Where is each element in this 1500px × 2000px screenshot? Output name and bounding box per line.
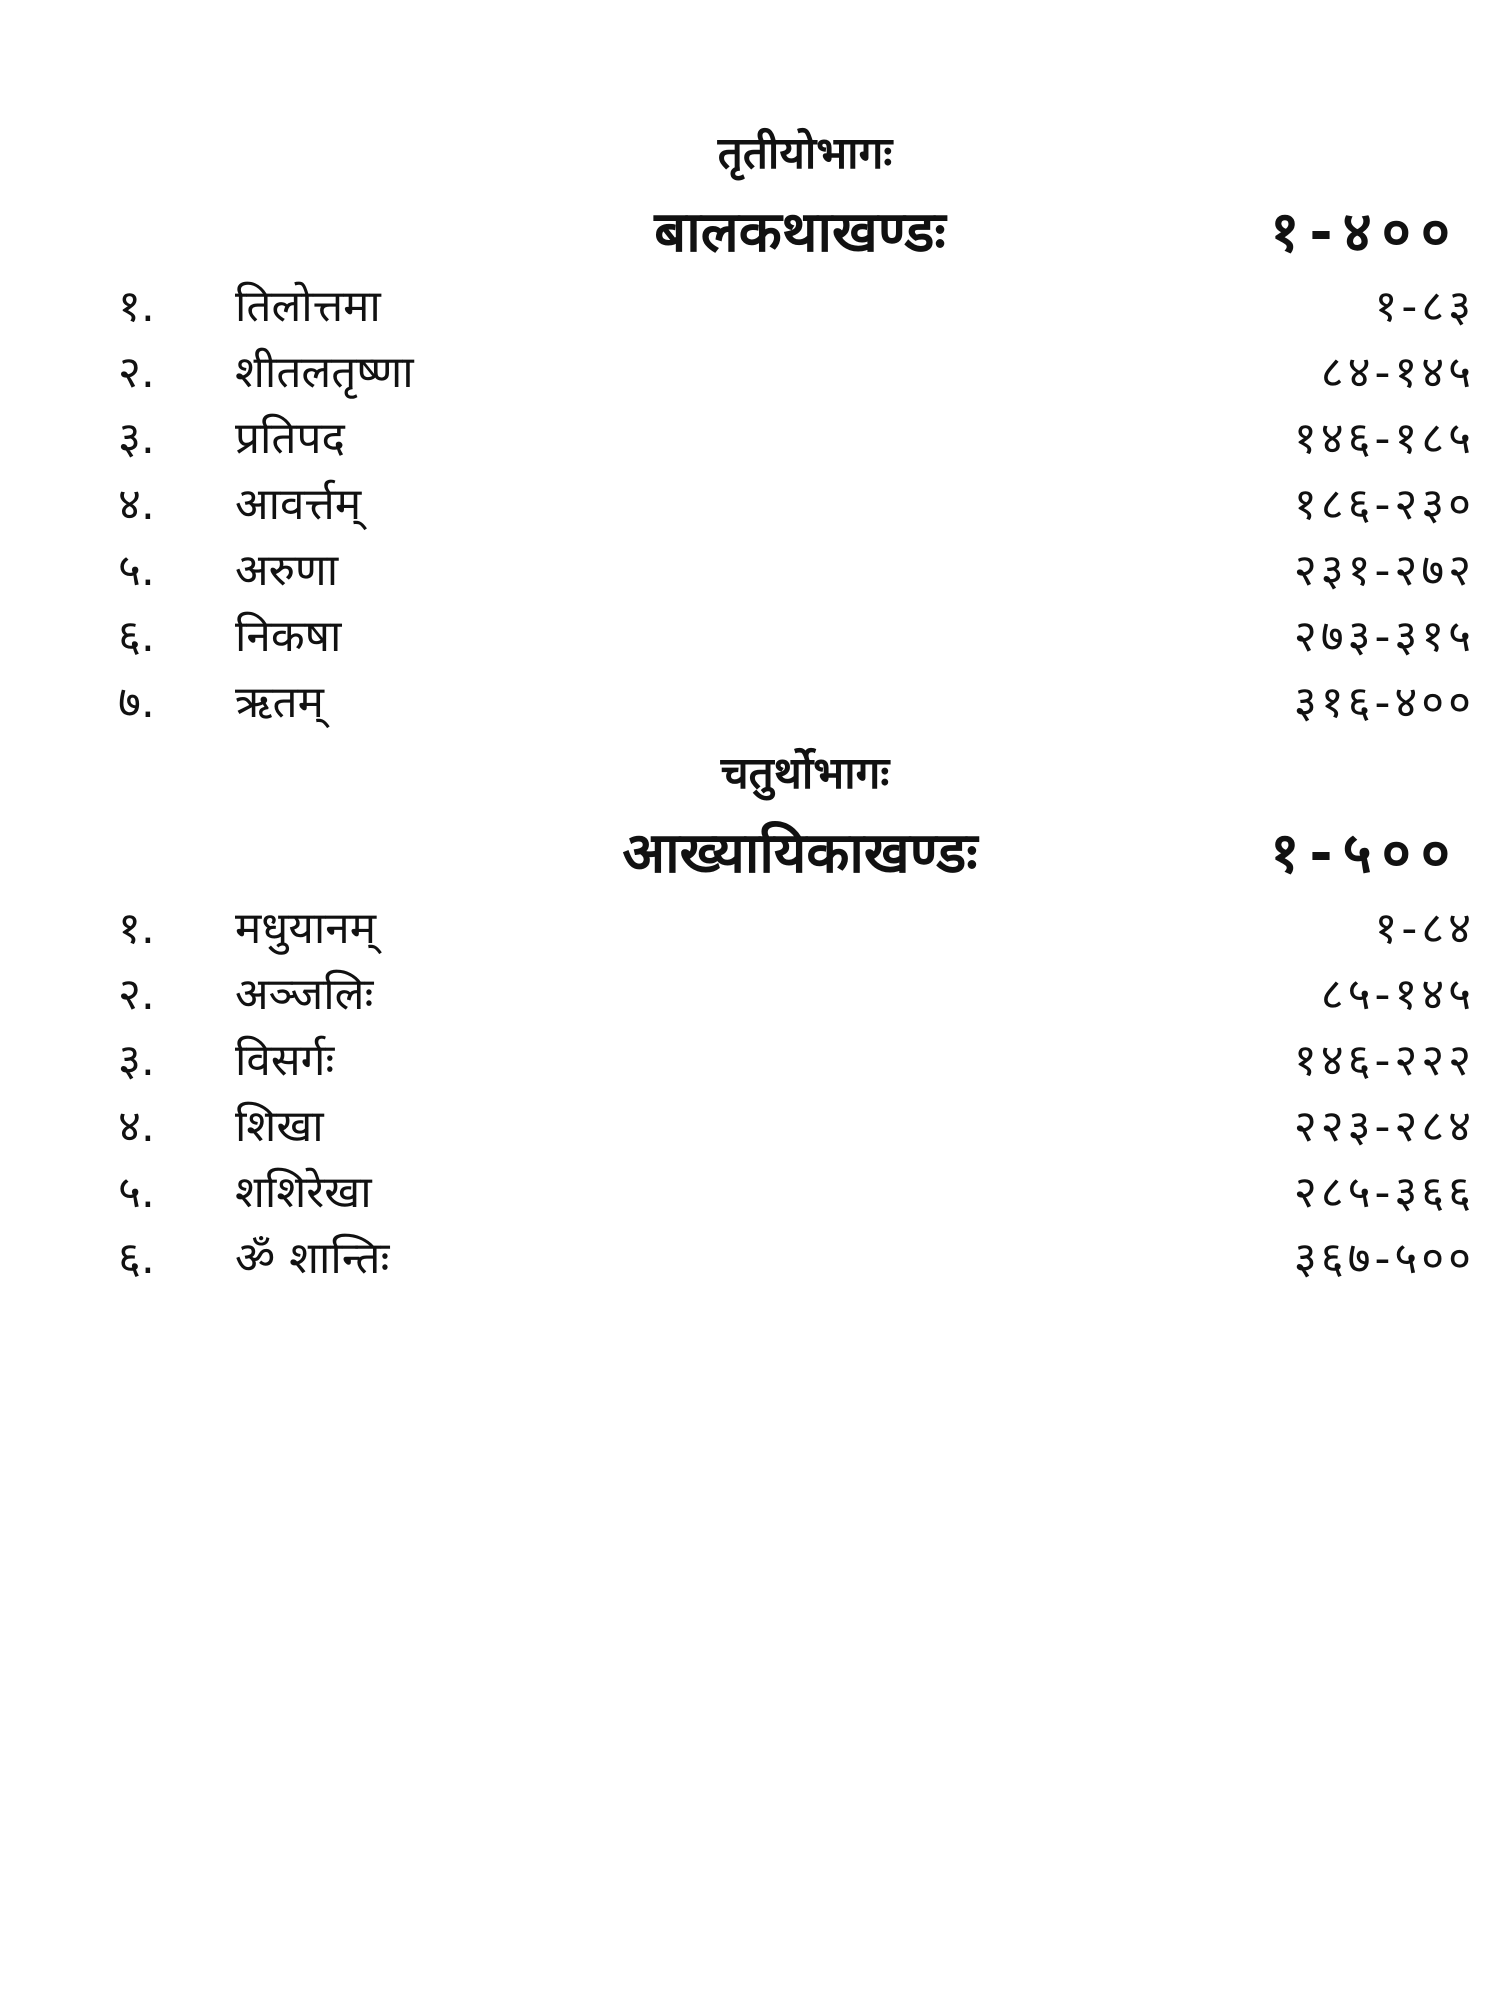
section-heading-row xyxy=(0,200,1460,275)
section-title: आख्यायिकाखण्डः xyxy=(622,821,978,886)
entry-number: ४. xyxy=(118,479,155,530)
section-heading-row xyxy=(0,821,1460,896)
toc-entry xyxy=(0,611,1475,671)
part-title: तृतीयोभागः xyxy=(717,128,893,179)
entry-page-range: १-८४ xyxy=(1374,903,1475,954)
entry-title: निकषा xyxy=(235,611,342,662)
toc-entry xyxy=(0,1233,1475,1293)
entry-page-range: २८५-३६६ xyxy=(1293,1167,1475,1218)
toc-entry xyxy=(0,903,1475,963)
entry-title: मधुयानम् xyxy=(235,903,377,954)
entry-number: ५. xyxy=(118,1167,155,1218)
entry-page-range: १४६-१८५ xyxy=(1293,413,1475,464)
section-title: बालकथाखण्डः xyxy=(654,200,946,265)
section-page-range: १-५०० xyxy=(1270,821,1460,886)
entry-page-range: २३१-२७२ xyxy=(1293,545,1475,596)
toc-entry xyxy=(0,969,1475,1029)
toc-entry xyxy=(0,281,1475,341)
entry-title: शशिरेखा xyxy=(235,1167,372,1218)
toc-entry xyxy=(0,545,1475,605)
entry-title: ॐ शान्तिः xyxy=(235,1233,390,1284)
toc-entry xyxy=(0,677,1475,737)
entry-number: ७. xyxy=(118,677,155,728)
toc-entry xyxy=(0,347,1475,407)
entry-number: ६. xyxy=(118,611,155,662)
toc-entry xyxy=(0,1035,1475,1095)
toc-entry xyxy=(0,1101,1475,1161)
entry-page-range: १-८३ xyxy=(1374,281,1475,332)
entry-page-range: २२३-२८४ xyxy=(1293,1101,1475,1152)
toc-entry xyxy=(0,413,1475,473)
entry-page-range: १८६-२३० xyxy=(1293,479,1475,530)
entry-number: ६. xyxy=(118,1233,155,1284)
entry-title: अञ्जलिः xyxy=(235,969,374,1020)
entry-number: ५. xyxy=(118,545,155,596)
entry-page-range: २७३-३१५ xyxy=(1293,611,1475,662)
entry-number: १. xyxy=(118,281,155,332)
entry-number: ३. xyxy=(118,413,155,464)
entry-title: अरुणा xyxy=(235,545,339,596)
entry-page-range: ८५-१४५ xyxy=(1320,969,1475,1020)
entry-number: ३. xyxy=(118,1035,155,1086)
entry-title: आवर्त्तम् xyxy=(235,479,362,530)
entry-number: १. xyxy=(118,903,155,954)
entry-title: शिखा xyxy=(235,1101,324,1152)
entry-title: प्रतिपद xyxy=(235,413,345,464)
entry-page-range: ३६७-५०० xyxy=(1293,1233,1475,1284)
entry-page-range: १४६-२२२ xyxy=(1293,1035,1475,1086)
entry-title: विसर्गः xyxy=(235,1035,335,1086)
entry-number: २. xyxy=(118,969,155,1020)
toc-entry xyxy=(0,1167,1475,1227)
entry-page-range: ३१६-४०० xyxy=(1293,677,1475,728)
entry-number: २. xyxy=(118,347,155,398)
toc-entry xyxy=(0,479,1475,539)
entry-title: शीतलतृष्णा xyxy=(235,347,414,398)
entry-page-range: ८४-१४५ xyxy=(1320,347,1475,398)
section-page-range: १-४०० xyxy=(1270,200,1460,265)
entry-number: ४. xyxy=(118,1101,155,1152)
entry-title: तिलोत्तमा xyxy=(235,281,381,332)
entry-title: ऋतम् xyxy=(235,677,324,728)
part-title: चतुर्थोभागः xyxy=(720,748,890,799)
